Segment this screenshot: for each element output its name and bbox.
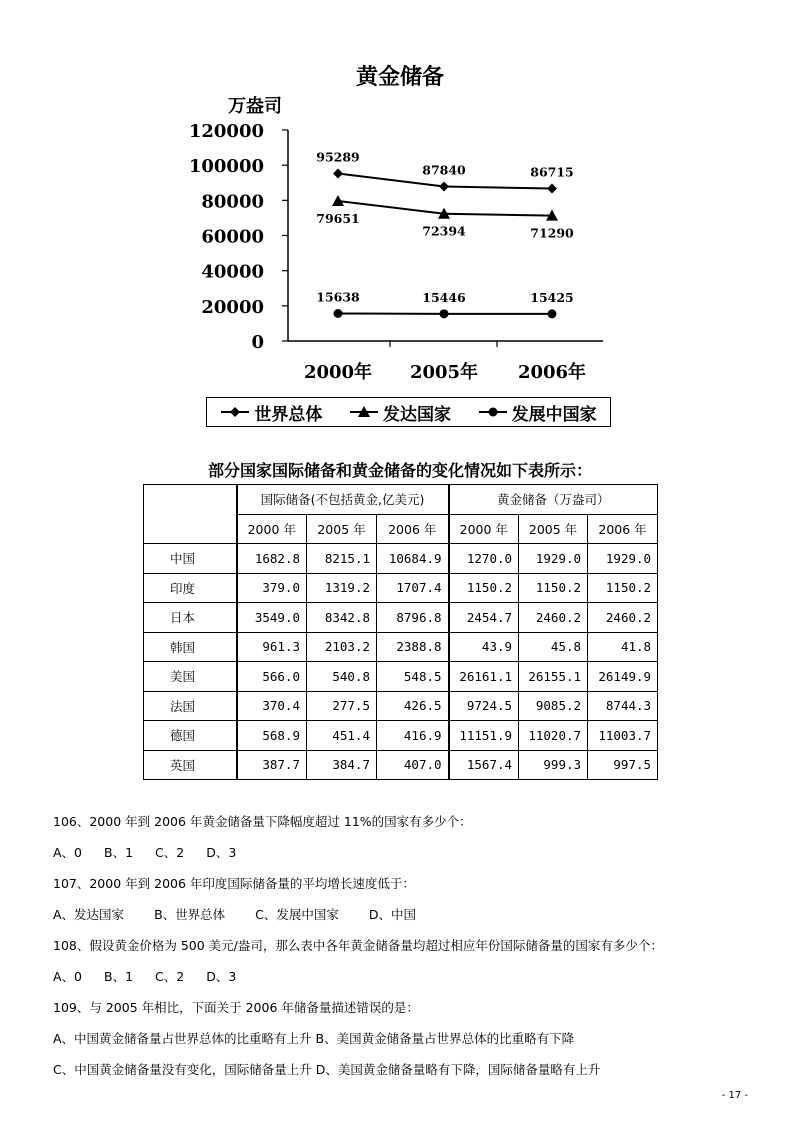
option: B、1 xyxy=(104,969,134,984)
option: D、3 xyxy=(206,845,237,860)
value-cell: 407.0 xyxy=(377,750,449,780)
data-label: 87840 xyxy=(422,162,466,178)
y-tick-label: 40000 xyxy=(201,261,264,283)
data-label: 15446 xyxy=(422,289,466,305)
value-cell: 999.3 xyxy=(519,750,588,780)
data-point-circle xyxy=(334,309,343,318)
gold-reserve-chart xyxy=(0,0,800,440)
value-cell: 1270.0 xyxy=(449,544,519,574)
x-tick-label: 2005年 xyxy=(409,362,479,383)
value-cell: 3549.0 xyxy=(237,603,307,633)
year-header: 2005 年 xyxy=(307,514,377,544)
option: D、中国 xyxy=(368,907,417,922)
year-header: 2000 年 xyxy=(237,514,307,544)
data-label: 71290 xyxy=(530,225,574,241)
question-block xyxy=(53,806,773,1085)
value-cell: 8796.8 xyxy=(377,603,449,633)
country-name-cell: 印度 xyxy=(144,573,237,603)
value-cell: 41.8 xyxy=(588,632,658,662)
table-row xyxy=(144,662,658,692)
table-row xyxy=(144,691,658,721)
question-109-options-cd: C、中国黄金储备量没有变化，国际储备量上升 D、美国黄金储备量略有下降，国际储备量略有上升 xyxy=(53,1062,601,1077)
year-header: 2000 年 xyxy=(449,514,519,544)
x-tick-label: 2006年 xyxy=(517,362,587,383)
question-109-options-ab: A、中国黄金储备量占世界总体的比重略有上升 B、美国黄金储备量占世界总体的比重略有下降 xyxy=(53,1031,575,1046)
page-number: - 17 - xyxy=(721,1090,748,1101)
value-cell: 1707.4 xyxy=(377,573,449,603)
data-point-circle xyxy=(440,309,449,318)
y-tick-label: 0 xyxy=(251,332,264,353)
question-108-options xyxy=(53,961,773,992)
value-cell: 9085.2 xyxy=(519,691,588,721)
question-107: 107、2000 年到 2006 年印度国际储备量的平均增长速度低于： xyxy=(53,876,415,891)
option: A、0 xyxy=(53,969,83,984)
chart-canvas xyxy=(0,0,800,400)
country-name-cell: 韩国 xyxy=(144,632,237,662)
value-cell: 426.5 xyxy=(377,691,449,721)
value-cell: 1682.8 xyxy=(237,544,307,574)
value-cell: 8744.3 xyxy=(588,691,658,721)
data-label: 72394 xyxy=(422,223,466,239)
table-row xyxy=(144,573,658,603)
value-cell: 384.7 xyxy=(307,750,377,780)
y-tick-label: 100000 xyxy=(188,156,264,178)
legend-label-developing: 发展中国家 xyxy=(511,404,597,425)
y-tick-label: 80000 xyxy=(201,191,264,213)
value-cell: 961.3 xyxy=(237,632,307,662)
question-106: 106、2000 年到 2006 年黄金储备量下降幅度超过 11%的国家有多少个： xyxy=(53,814,472,829)
data-point-diamond xyxy=(547,184,557,194)
data-label: 79651 xyxy=(316,210,360,226)
option: D、3 xyxy=(206,969,237,984)
group-header-intl-reserve: 国际储备(不包括黄金,亿美元) xyxy=(237,485,449,515)
question-107-options xyxy=(53,899,773,930)
country-name-cell: 美国 xyxy=(144,662,237,692)
question-109: 109、与 2005 年相比，下面关于 2006 年储备量描述错误的是： xyxy=(53,1000,419,1015)
option: B、世界总体 xyxy=(154,907,226,922)
value-cell: 26149.9 xyxy=(588,662,658,692)
data-point-diamond xyxy=(439,182,449,192)
option: A、0 xyxy=(53,845,83,860)
option: A、发达国家 xyxy=(53,907,125,922)
value-cell: 997.5 xyxy=(588,750,658,780)
value-cell: 43.9 xyxy=(449,632,519,662)
question-108: 108、假设黄金价格为 500 美元/盎司，那么表中各年黄金储备量均超过相应年份国际储备量的国家有多少个： xyxy=(53,938,663,953)
value-cell: 2103.2 xyxy=(307,632,377,662)
option: C、2 xyxy=(155,845,185,860)
year-header: 2006 年 xyxy=(588,514,658,544)
diamond-marker-icon xyxy=(220,405,250,419)
value-cell: 568.9 xyxy=(237,721,307,751)
legend-item-developed xyxy=(349,400,451,425)
table-row xyxy=(144,721,658,751)
x-tick-label: 2000年 xyxy=(303,362,373,383)
data-point-diamond xyxy=(333,168,343,178)
y-axis-unit: 万盎司 xyxy=(228,96,282,117)
value-cell: 26155.1 xyxy=(519,662,588,692)
value-cell: 1150.2 xyxy=(588,573,658,603)
value-cell: 9724.5 xyxy=(449,691,519,721)
country-name-cell: 法国 xyxy=(144,691,237,721)
value-cell: 2460.2 xyxy=(588,603,658,633)
legend-item-developing xyxy=(478,400,597,425)
value-cell: 2454.7 xyxy=(449,603,519,633)
country-name-cell: 日本 xyxy=(144,603,237,633)
value-cell: 277.5 xyxy=(307,691,377,721)
value-cell: 1150.2 xyxy=(519,573,588,603)
value-cell: 1929.0 xyxy=(588,544,658,574)
value-cell: 416.9 xyxy=(377,721,449,751)
y-tick-label: 120000 xyxy=(188,121,264,142)
option: C、发展中国家 xyxy=(255,907,339,922)
y-tick-label: 20000 xyxy=(201,296,264,318)
data-label: 15425 xyxy=(530,289,574,305)
value-cell: 10684.9 xyxy=(377,544,449,574)
value-cell: 11151.9 xyxy=(449,721,519,751)
value-cell: 370.4 xyxy=(237,691,307,721)
value-cell: 548.5 xyxy=(377,662,449,692)
table-group-header-row xyxy=(144,485,658,515)
table-corner-cell xyxy=(144,485,237,544)
value-cell: 8215.1 xyxy=(307,544,377,574)
value-cell: 566.0 xyxy=(237,662,307,692)
value-cell: 8342.8 xyxy=(307,603,377,633)
value-cell: 1567.4 xyxy=(449,750,519,780)
value-cell: 11003.7 xyxy=(588,721,658,751)
year-header: 2005 年 xyxy=(519,514,588,544)
table-title: 部分国家国际储备和黄金储备的变化情况如下表所示： xyxy=(207,461,592,480)
table-row xyxy=(144,750,658,780)
legend-item-world xyxy=(220,400,322,425)
data-label: 95289 xyxy=(316,149,360,165)
legend-label-world: 世界总体 xyxy=(254,404,323,425)
table-row xyxy=(144,603,658,633)
reserve-table xyxy=(143,484,658,780)
circle-marker-icon xyxy=(478,405,508,419)
value-cell: 379.0 xyxy=(237,573,307,603)
y-tick-label: 60000 xyxy=(201,226,264,248)
option: B、1 xyxy=(104,845,134,860)
value-cell: 451.4 xyxy=(307,721,377,751)
country-name-cell: 中国 xyxy=(144,544,237,574)
table-row xyxy=(144,544,658,574)
chart-title: 黄金储备 xyxy=(355,65,445,90)
value-cell: 45.8 xyxy=(519,632,588,662)
value-cell: 1150.2 xyxy=(449,573,519,603)
chart-legend xyxy=(206,397,611,427)
value-cell: 11020.7 xyxy=(519,721,588,751)
legend-label-developed: 发达国家 xyxy=(382,404,451,425)
data-label: 15638 xyxy=(316,289,360,305)
country-name-cell: 英国 xyxy=(144,750,237,780)
group-header-gold-reserve: 黄金储备（万盎司） xyxy=(449,485,658,515)
value-cell: 26161.1 xyxy=(449,662,519,692)
value-cell: 1929.0 xyxy=(519,544,588,574)
country-name-cell: 德国 xyxy=(144,721,237,751)
option: C、2 xyxy=(155,969,185,984)
question-106-options xyxy=(53,837,773,868)
data-label: 86715 xyxy=(530,164,574,180)
value-cell: 387.7 xyxy=(237,750,307,780)
year-header: 2006 年 xyxy=(377,514,449,544)
value-cell: 2460.2 xyxy=(519,603,588,633)
value-cell: 1319.2 xyxy=(307,573,377,603)
triangle-marker-icon xyxy=(349,405,379,419)
value-cell: 2388.8 xyxy=(377,632,449,662)
value-cell: 540.8 xyxy=(307,662,377,692)
data-point-circle xyxy=(548,309,557,318)
table-row xyxy=(144,632,658,662)
